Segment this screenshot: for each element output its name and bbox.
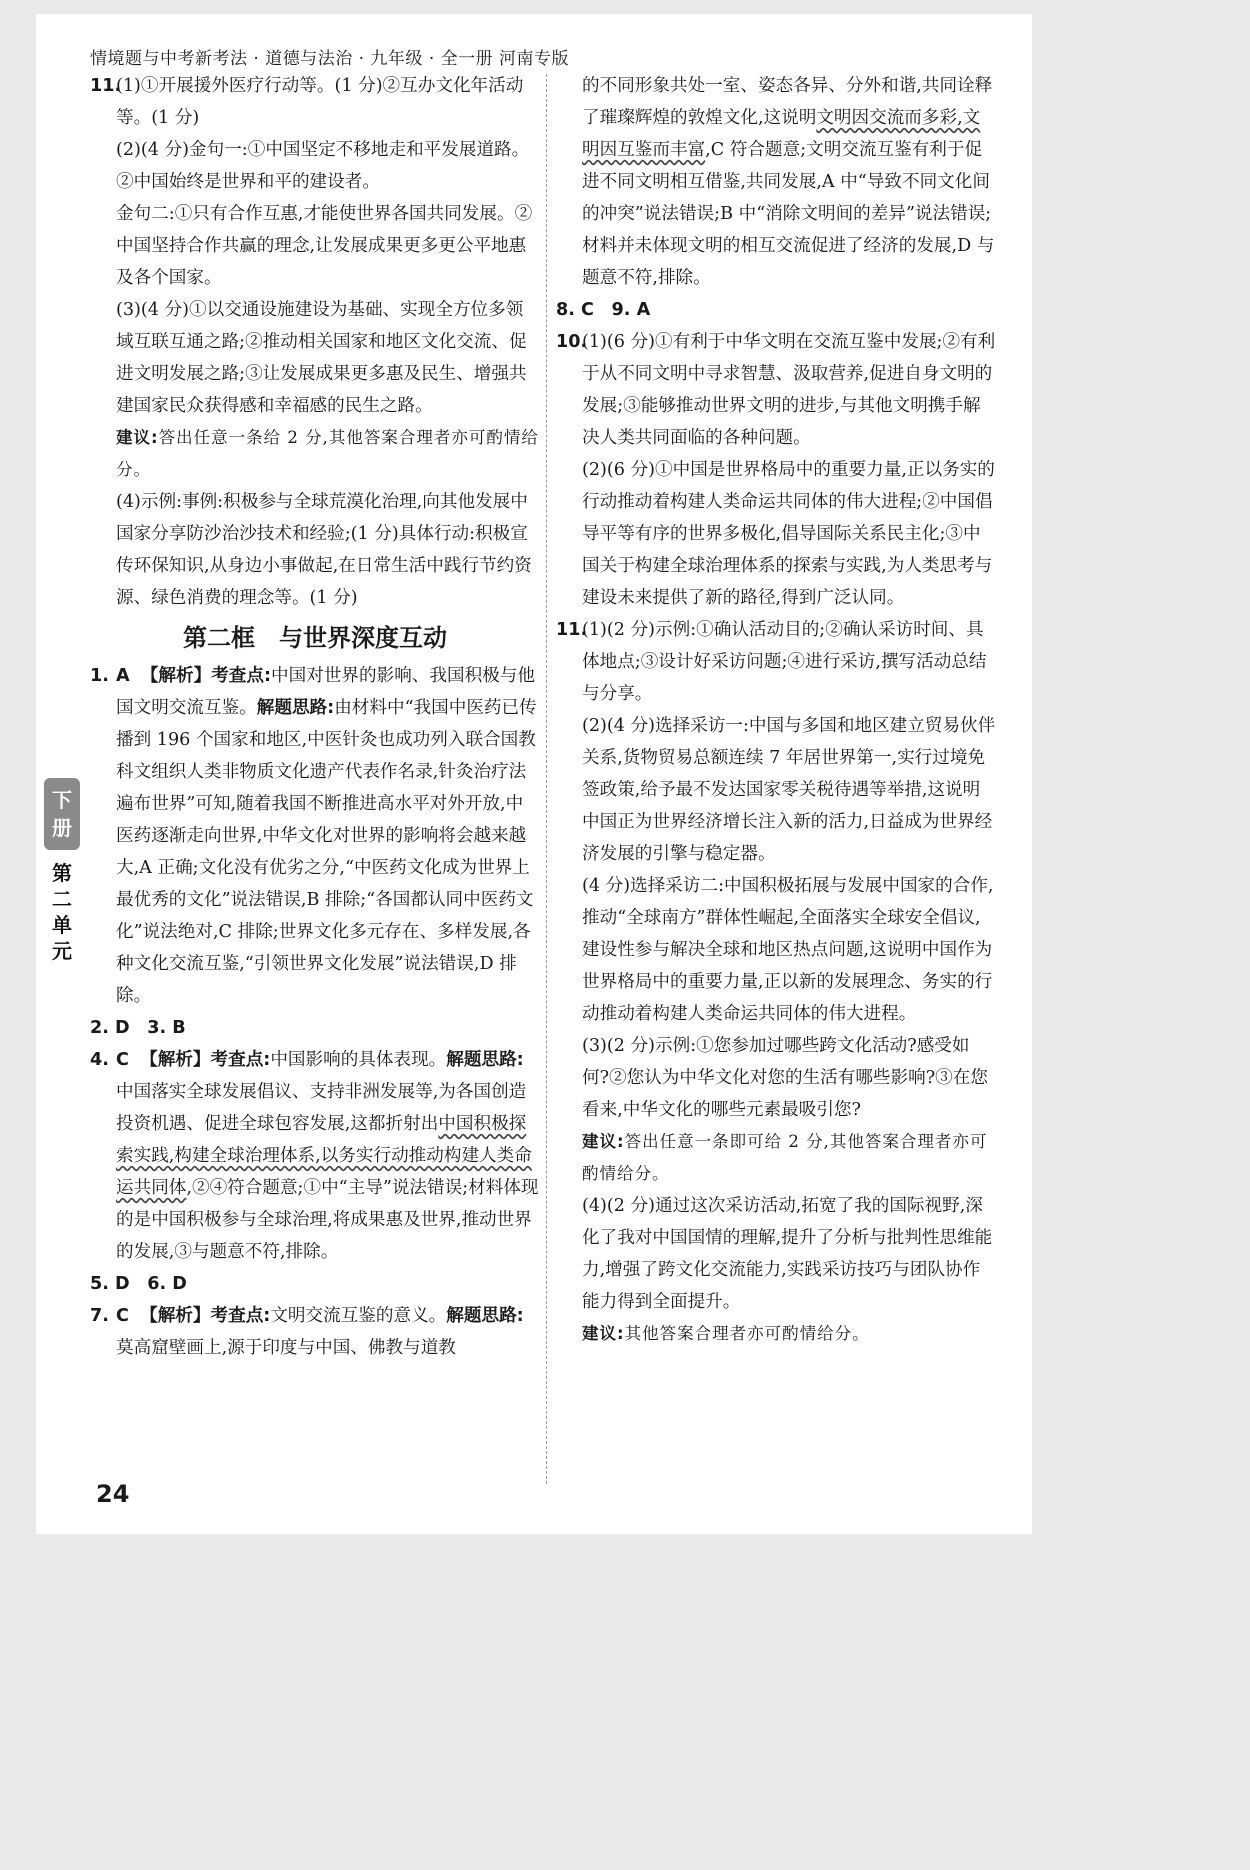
scoring-tip-2 — [582, 1318, 996, 1350]
question-number: 11. — [556, 620, 588, 640]
solution-label: 解题思路: — [446, 1306, 524, 1326]
test-point-text: 文明交流互鉴的意义。 — [270, 1306, 447, 1326]
question-number: 11. — [90, 76, 122, 96]
answer-part-1: (1)①开展援外医疗行动等。(1 分)②互办文化年活动等。(1 分) — [116, 76, 524, 128]
tip-text: 其他答案合理者亦可酌情给分。 — [624, 1324, 870, 1343]
question-7-answer — [90, 1300, 540, 1364]
solution-text: 莫高窟壁画上,源于印度与中国、佛教与道教 — [116, 1338, 456, 1358]
tip-label: 建议: — [582, 1132, 625, 1151]
question-number: 4. — [90, 1050, 109, 1070]
volume-label: 下册 — [44, 778, 80, 850]
answer-part-1: (1)(6 分)①有利于中华文明在交流互鉴中发展;②有利于从不同文明中寻求智慧、汲取营养,促进自身文明的发展;③能够推动世界文明的进步,与其他文明携手解决人类共同面临的各种问题。 — [582, 332, 996, 448]
tip-label: 建议: — [582, 1324, 625, 1343]
solution-text: 由材料中“我国中医药已传播到 196 个国家和地区,中医针灸也成功列入联合国教科文组织人类非物质文化遗产代表作名录,针灸治疗法遍布世界”可知,随着我国不断推进高水平对外开放,中医药逐渐走向世界,中华文化对世界的影响将会越来越大,A 正确;文化没有优劣之分,“中医药文化成为世界上最优秀的文化”说法错误,B 排除;“各国都认同中医药文化”说法绝对,C 排除;世界文化多元存在、多样发展,各种文化交流互鉴,“引领世界文化发展”说法错误,D 排除。 — [116, 698, 537, 1006]
page-header: 情境题与中考新考法 · 道德与法治 · 九年级 · 全一册 河南专版 — [90, 49, 570, 69]
volume-unit-tab — [44, 778, 80, 964]
scoring-tip — [582, 1126, 996, 1190]
analysis-label: 【解析】 — [140, 666, 212, 686]
answer-part-3: (3)(2 分)示例:①您参加过哪些跨文化活动?感受如何?②您认为中华文化对您的生活有哪些影响?③在您看来,中华文化的哪些元素最吸引您? — [582, 1036, 988, 1120]
analysis-label: 【解析】 — [140, 1306, 211, 1326]
answer-part-4: (4)示例:事例:积极参与全球荒漠化治理,向其他发展中国家分享防沙治沙技术和经验;(1 分)具体行动:积极宣传环保知识,从身边小事做起,在日常生活中践行节约资源、绿色消费的理念等。(1 分) — [116, 492, 532, 608]
question-number: 7. — [90, 1306, 109, 1326]
continued-text-a: 的不同形象共处一室、姿态各异、分外和谐,共同诠释了璀璨辉煌的敦煌文化,这说明 — [582, 76, 993, 128]
page-number: 24 — [96, 1480, 130, 1508]
key-phrase-underlined: 文明因交流而多彩,文明因互鉴而丰富 — [582, 108, 981, 160]
answer-letter: C — [116, 1050, 129, 1070]
question-number: 10. — [556, 332, 588, 352]
analysis-label: 【解析】 — [140, 1050, 211, 1070]
question-10-answer — [556, 326, 996, 614]
answer-part-2-option-1: (2)(4 分)选择采访一:中国与多国和地区建立贸易伙伴关系,货物贸易总额连续 7 年居世界第一,实行过境免签政策,给予最不发达国家零关税待遇等举措,这说明中国正为世界经济增长注入新的活力,日益成为世界经济发展的引擎与稳定器。 — [582, 716, 996, 864]
continued-text-b: ,C 符合题意;文明交流互鉴有利于促进不同文明相互借鉴,共同发展,A 中“导致不同文化间的冲突”说法错误;B 中“消除文明间的差异”说法错误;材料并未体现文明的相互交流促进了经济的发展,D 与题意不符,排除。 — [582, 140, 995, 288]
scoring-tip — [116, 422, 540, 486]
answer-part-2: (2)(6 分)①中国是世界格局中的重要力量,正以务实的行动推动着构建人类命运共同体的伟大进程;②中国倡导平等有序的世界多极化,倡导国际关系民主化;③中国关于构建全球治理体系的探索与实践,为人类思考与建设未来提供了新的路径,得到广泛认同。 — [582, 460, 995, 608]
key-phrase-underlined: 中国积极探索实践,构建全球治理体系,以务实行动推动构建人类命运共同体 — [116, 1114, 532, 1198]
answer-part-1: (1)(2 分)示例:①确认活动目的;②确认采访时间、具体地点;③设计好采访问题;④进行采访,撰写活动总结与分享。 — [582, 620, 987, 704]
solution-text-a: 中国落实全球发展倡议、支持非洲发展等,为各国创造投资机遇、促进全球包容发展,这都折射出 — [116, 1082, 527, 1134]
question-11-answer-right — [556, 614, 996, 1350]
test-point-label: 考查点: — [210, 1050, 271, 1070]
question-4-answer — [90, 1044, 540, 1268]
question-number: 1. — [90, 666, 109, 686]
test-point-label: 考查点: — [210, 1306, 271, 1326]
answers-8-9: 8. C 9. A — [556, 300, 651, 320]
left-column — [90, 70, 540, 1364]
tip-text: 答出任意一条即可给 2 分,其他答案合理者亦可酌情给分。 — [582, 1132, 988, 1183]
answer-part-4: (4)(2 分)通过这次采访活动,拓宽了我的国际视野,深化了我对中国国情的理解,提升了分析与批判性思维能力,增强了跨文化交流能力,实践采访技巧与团队协作能力得到全面提升。 — [582, 1196, 993, 1312]
answer-letter: A — [116, 666, 130, 686]
answer-part-2: (2)(4 分)金句一:①中国坚定不移地走和平发展道路。②中国始终是世界和平的建设者。 — [116, 140, 530, 192]
question-11-answer — [90, 70, 540, 614]
question-7-continued — [556, 70, 996, 294]
answers-2-3: 2. D 3. B — [90, 1018, 186, 1038]
solution-label: 解题思路: — [256, 698, 335, 718]
test-point-label: 考查点: — [211, 666, 272, 686]
answer-part-3: (3)(4 分)①以交通设施建设为基础、实现全方位多领域互联互通之路;②推动相关国家和地区文化交流、促进文明发展之路;③让发展成果更多惠及民生、增强共建国家民众获得感和幸福感的民生之路。 — [116, 300, 527, 416]
tip-label: 建议: — [116, 428, 159, 447]
solution-label: 解题思路: — [446, 1050, 524, 1070]
answers-5-6: 5. D 6. D — [90, 1274, 187, 1294]
section-title: 第二框 与世界深度互动 — [183, 624, 447, 652]
answer-part-2-quote-2: 金句二:①只有合作互惠,才能使世界各国共同发展。②中国坚持合作共赢的理念,让发展成果更多更公平地惠及各个国家。 — [116, 204, 533, 288]
test-point-text: 中国对世界的影响、我国积极与他国文明交流互鉴。 — [116, 666, 535, 718]
unit-label: 第二单元 — [52, 861, 72, 963]
column-divider — [546, 74, 547, 1484]
solution-text-b: ,②④符合题意;①中“主导”说法错误;材料体现的是中国积极参与全球治理,将成果惠及世界,推动世界的发展,③与题意不符,排除。 — [116, 1178, 539, 1262]
test-point-text: 中国影响的具体表现。 — [270, 1050, 447, 1070]
answer-letter: C — [116, 1306, 129, 1326]
question-1-answer — [90, 660, 540, 1012]
right-column — [556, 70, 996, 1350]
answer-part-2-option-2: (4 分)选择采访二:中国积极拓展与发展中国家的合作,推动“全球南方”群体性崛起,全面落实全球安全倡议,建设性参与解决全球和地区热点问题,这说明中国作为世界格局中的重要力量,正以新的发展理念、务实的行动推动着构建人类命运共同体的伟大进程。 — [582, 876, 994, 1024]
tip-text: 答出任意一条给 2 分,其他答案合理者亦可酌情给分。 — [116, 428, 539, 479]
